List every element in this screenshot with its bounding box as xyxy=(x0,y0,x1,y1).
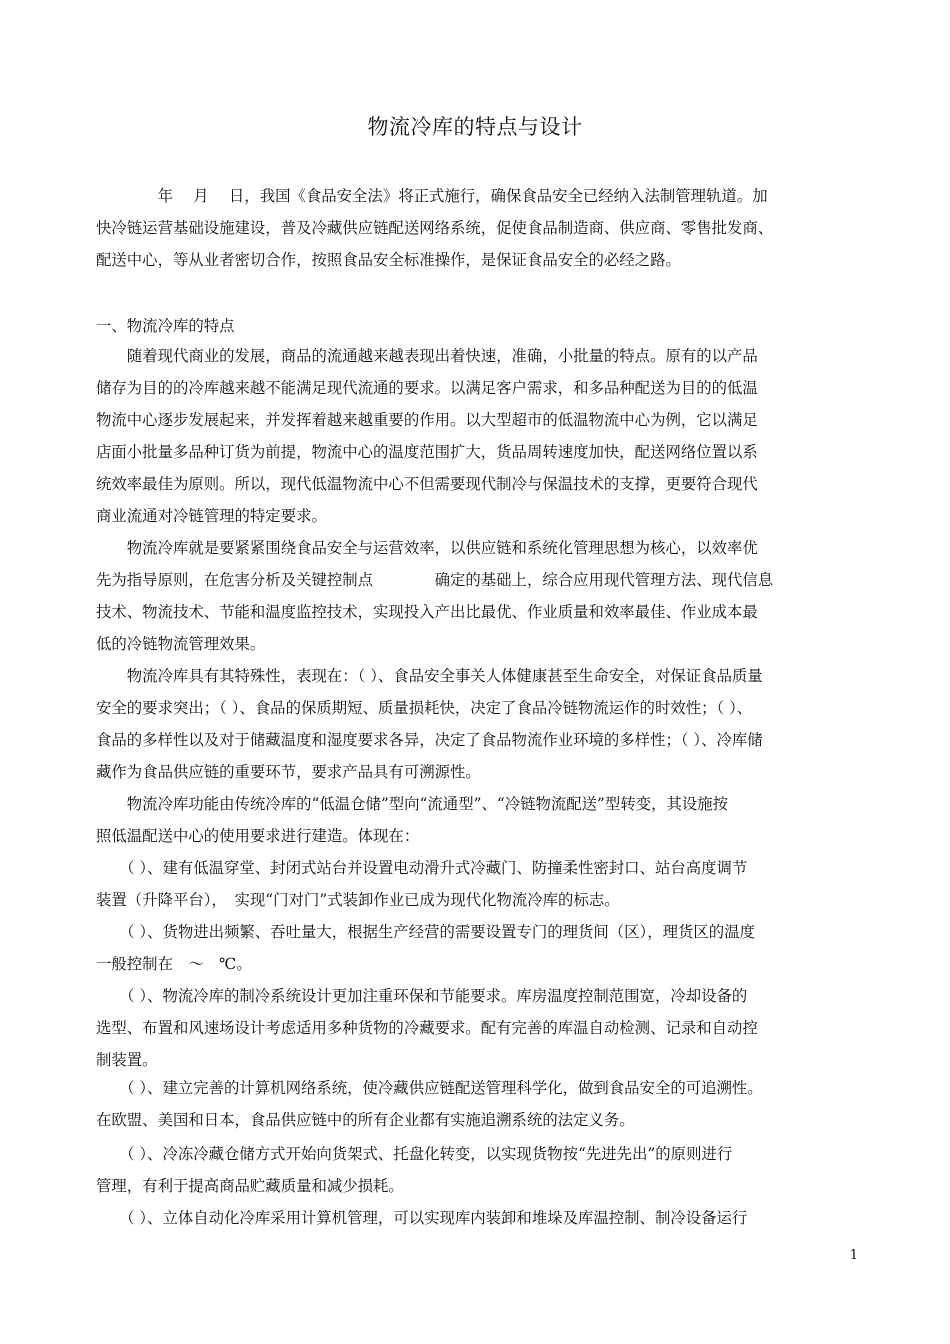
text-line: 技术、物流技术、节能和温度监控技术，实现投入产出比最优、作业质量和效率最佳、作业成本最 xyxy=(96,603,758,621)
text-line: （ ）、冷冻冷藏仓储方式开始向货架式、托盘化转变，以实现货物按“先进先出”的原则进行 xyxy=(96,1145,733,1163)
text-line: 快冷链运营基础设施建设，普及冷藏供应链配送网络系统，促使食品制造商、供应商、零售批发商、 xyxy=(96,219,774,237)
document-title: 物流冷库的特点与设计 xyxy=(367,115,583,139)
text-line: （ ）、建有低温穿堂、封闭式站台并设置电动滑升式冷藏门、防撞柔性密封口、站台高度调节 xyxy=(96,859,748,877)
text-line: 一般控制在 ～ ℃。 xyxy=(96,955,252,973)
text-line: （ ）、立体自动化冷库采用计算机管理，可以实现库内装卸和堆垛及库温控制、制冷设备运行 xyxy=(96,1209,748,1227)
text-line: （ ）、物流冷库的制冷系统设计更加注重环保和节能要求。库房温度控制范围宽，冷却设备的 xyxy=(96,987,748,1005)
text-line: 装置（升降平台）， 实现“门对门”式装卸作业已成为现代化物流冷库的标志。 xyxy=(96,891,620,909)
list-item-6 xyxy=(96,1202,856,1234)
list-item-2 xyxy=(96,916,856,980)
page-number: 1 xyxy=(849,1248,858,1263)
text-line: 藏作为食品供应链的重要环节，要求产品具有可溯源性。 xyxy=(96,763,481,781)
text-line: （ ）、货物进出频繁、吞吐量大，根据生产经营的需要设置专门的理货间（区），理货区的温度 xyxy=(96,923,755,941)
paragraph-1 xyxy=(96,340,856,532)
text-line: 配送中心，等从业者密切合作，按照食品安全标准操作，是保证食品安全的必经之路。 xyxy=(96,251,681,269)
text-line: 商业流通对冷链管理的特定要求。 xyxy=(96,507,327,525)
list-item-3 xyxy=(96,980,856,1076)
text-line: 随着现代商业的发展，商品的流通越来越表现出着快速，准确，小批量的特点。原有的以产品 xyxy=(96,347,758,365)
text-line: 店面小批量多品种订货为前提，物流中心的温度范围扩大，货品周转速度加快，配送网络位置以系 xyxy=(96,443,758,461)
text-line: 统效率最佳为原则。所以，现代低温物流中心不但需要现代制冷与保温技术的支撑，更要符合现代 xyxy=(96,475,758,493)
intro-paragraph xyxy=(96,180,856,276)
text-line: 在欧盟、美国和日本，食品供应链中的所有企业都有实施追溯系统的法定义务。 xyxy=(96,1111,635,1129)
text-line: 食品的多样性以及对于储藏温度和湿度要求各异，决定了食品物流作业环境的多样性；（ ）、冷库储 xyxy=(96,731,763,749)
text-line: （ ）、建立完善的计算机网络系统，使冷藏供应链配送管理科学化，做到食品安全的可追溯性。 xyxy=(96,1079,763,1097)
text-line: 年 月 日，我国《食品安全法》将正式施行，确保食品安全已经纳入法制管理轨道。加 xyxy=(96,187,768,205)
text-line: 照低温配送中心的使用要求进行建造。体现在： xyxy=(96,827,420,845)
section-heading: 一、物流冷库的特点 xyxy=(96,317,235,335)
text-line: 管理，有利于提高商品贮藏质量和减少损耗。 xyxy=(96,1177,404,1195)
text-line: 储存为目的的冷库越来越不能满足现代流通的要求。以满足客户需求，和多品种配送为目的的低温 xyxy=(96,379,758,397)
text-line: 选型、布置和风速场设计考虑适用多种货物的冷藏要求。配有完善的库温自动检测、记录和自动控 xyxy=(96,1019,758,1037)
text-line: 物流冷库就是要紧紧围绕食品安全与运营效率，以供应链和系统化管理思想为核心，以效率优 xyxy=(96,539,758,557)
list-item-5 xyxy=(96,1138,856,1202)
list-item-1 xyxy=(96,852,856,916)
paragraph-3 xyxy=(96,660,856,788)
text-line: 制装置。 xyxy=(96,1051,158,1069)
text-line: 物流冷库功能由传统冷库的“低温仓储”型向“流通型”、“冷链物流配送”型转变，其设施按 xyxy=(96,795,729,813)
list-item-4 xyxy=(96,1072,856,1136)
text-line: 物流中心逐步发展起来，并发挥着越来越重要的作用。以大型超市的低温物流中心为例，它以满足 xyxy=(96,411,758,429)
text-line: 低的冷链物流管理效果。 xyxy=(96,635,266,653)
text-line: 先为指导原则，在危害分析及关键控制点 确定的基础上，综合应用现代管理方法、现代信息 xyxy=(96,571,774,589)
paragraph-2 xyxy=(96,532,856,660)
paragraph-4 xyxy=(96,788,856,852)
text-line: 物流冷库具有其特殊性，表现在：（ ）、食品安全事关人体健康甚至生命安全，对保证食品质量 xyxy=(96,667,763,685)
text-line: 安全的要求突出；（ ）、食品的保质期短、质量损耗快，决定了食品冷链物流运作的时效性；（ ）、 xyxy=(96,699,753,717)
